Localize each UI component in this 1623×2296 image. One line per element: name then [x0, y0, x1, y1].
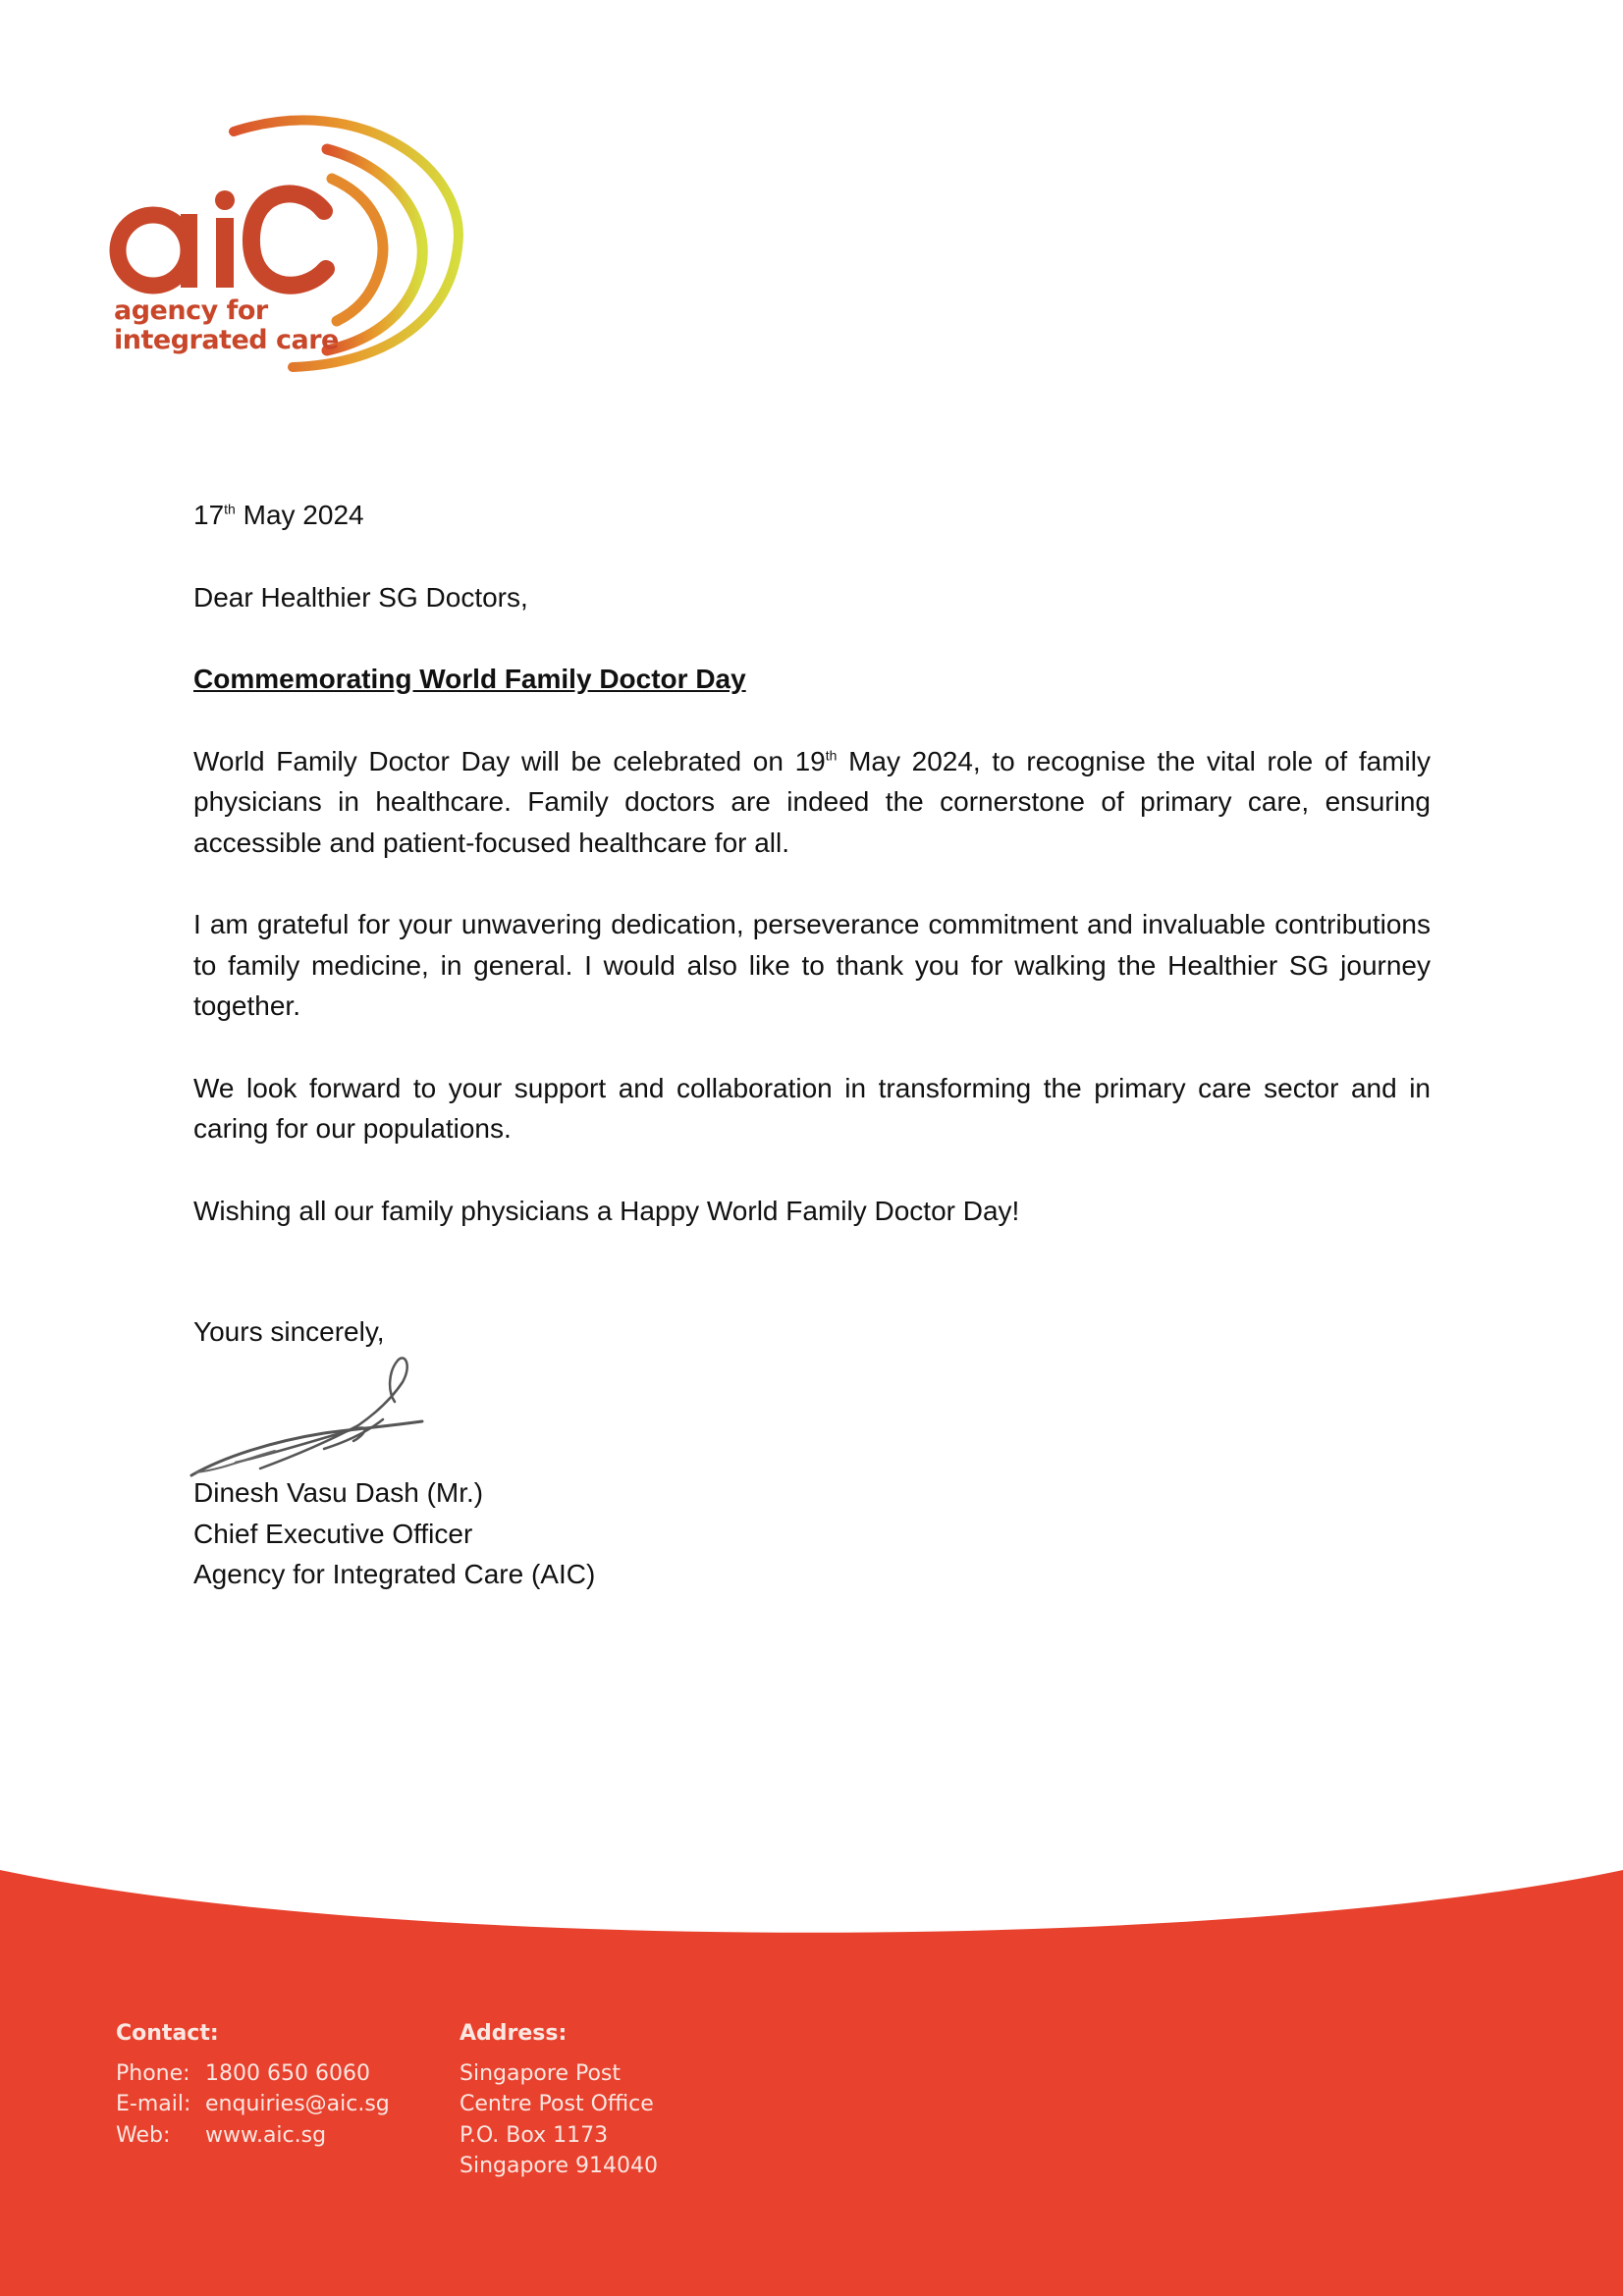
date-month-year: May 2024 — [235, 500, 364, 530]
paragraph-2: I am grateful for your unwavering dedication, perseverance commitment and invaluable contributions to family medicine, in general. I would also like to thank you for walking the Healthier SG journey together. — [193, 909, 1431, 1021]
paragraph-4: Wishing all our family physicians a Happy World Family Doctor Day! — [193, 1195, 1020, 1226]
closing: Yours sincerely, — [193, 1316, 385, 1347]
address-line-4: Singapore 914040 — [460, 2154, 658, 2178]
contact-email-label: E-mail: — [116, 2092, 191, 2116]
contact-heading: Contact: — [116, 2021, 219, 2046]
paragraph-1 — [193, 741, 1431, 864]
signatory-title: Chief Executive Officer — [193, 1518, 473, 1549]
signatory-block — [193, 1472, 595, 1595]
contact-email-value: enquiries@aic.sg — [205, 2092, 390, 2116]
handwritten-signature — [187, 1343, 432, 1480]
letter-body — [193, 495, 1431, 1231]
address-line-3: P.O. Box 1173 — [460, 2122, 609, 2148]
logo-tagline-line1: agency for — [114, 295, 268, 326]
footer-address — [460, 2018, 754, 2182]
logo-tagline-line2: integrated care — [114, 325, 339, 355]
contact-phone-value: 1800 650 6060 — [205, 2060, 370, 2086]
address-heading: Address: — [460, 2021, 568, 2046]
salutation: Dear Healthier SG Doctors, — [193, 581, 528, 613]
contact-row-phone — [116, 2058, 410, 2090]
address-line-1: Singapore Post — [460, 2060, 622, 2086]
paragraph-3: We look forward to your support and collaboration in transforming the primary care sector and in caring for our populations. — [193, 1072, 1431, 1144]
paragraph-1-sup: th — [825, 747, 838, 764]
signatory-name: Dinesh Vasu Dash (Mr.) — [193, 1477, 484, 1508]
logo-tagline — [114, 296, 339, 355]
paragraph-1-part-a: World Family Doctor Day will be celebrated on 19 — [193, 745, 826, 776]
paragraph-1-part-b: May 2024, to recognise the vital role of family physicians in healthcare. Family doctors are indeed the cornerstone of primary care, ensuring accessible and patient-focused healthcare for all. — [193, 745, 1431, 858]
contact-web-label: Web: — [116, 2122, 171, 2148]
contact-row-web — [116, 2120, 410, 2152]
date-day: 17 — [193, 500, 225, 530]
signatory-organisation: Agency for Integrated Care (AIC) — [193, 1559, 596, 1589]
date-suffix: th — [224, 501, 236, 517]
aic-logo — [106, 110, 469, 375]
letter-date — [193, 495, 1431, 536]
subject-heading: Commemorating World Family Doctor Day — [193, 664, 746, 694]
contact-web-value: www.aic.sg — [205, 2122, 327, 2148]
contact-row-email — [116, 2089, 410, 2120]
footer-contact — [116, 2018, 410, 2151]
contact-phone-label: Phone: — [116, 2060, 190, 2086]
address-line-2: Centre Post Office — [460, 2092, 654, 2116]
